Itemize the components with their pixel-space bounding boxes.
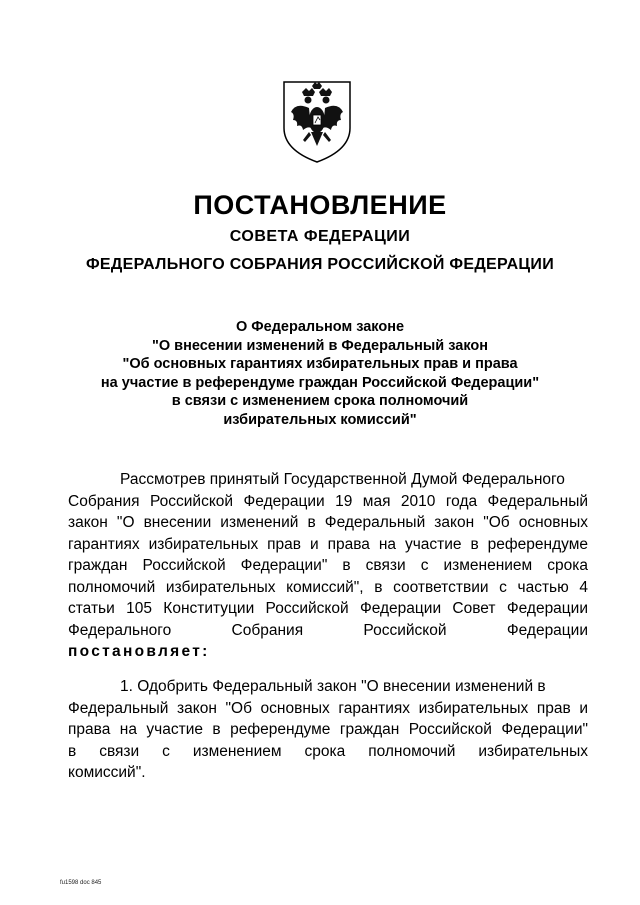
resolution-item-1: [68, 676, 588, 784]
issuer-line-2: ФЕДЕРАЛЬНОГО СОБРАНИЯ РОССИЙСКОЙ ФЕДЕРАЦИИ: [85, 256, 555, 273]
paragraph-line: права на участие в референдуме граждан Российской Федерации": [68, 721, 588, 738]
paragraph-line: Федеральный закон "Об основных гарантиях избирательных прав и: [68, 699, 588, 717]
paragraph-line: комиссий".: [68, 764, 146, 781]
paragraph-line: статьи 105 Конституции Российской Федерации Совет Федерации: [68, 600, 588, 617]
resolution-subject: [60, 318, 580, 429]
issuer-line-1: СОВЕТА ФЕДЕРАЦИИ: [229, 228, 411, 245]
coat-of-arms-icon: [278, 78, 356, 164]
subject-line: "О внесении изменений в Федеральный закон: [152, 337, 488, 354]
paragraph-line: Федерального Собрания Российской Федерации: [68, 621, 588, 639]
paragraph-line: в связи с изменением срока полномочий избирательных: [68, 742, 588, 760]
paragraph-line: гарантиях избирательных прав и права на участие в референдуме: [68, 535, 588, 553]
preamble-paragraph: [68, 469, 588, 663]
subject-line: "Об основных гарантиях избирательных прав и права: [122, 356, 518, 372]
resolves-word: постановляет:: [68, 643, 210, 660]
paragraph-line: полномочий избирательных комиссий", в соответствии с частью 4: [68, 578, 588, 596]
document-type-title: ПОСТАНОВЛЕНИЕ: [193, 190, 447, 220]
file-reference: fu1598 doc 845: [60, 880, 102, 886]
paragraph-line: закон "О внесении изменений в Федеральный закон "Об основных: [68, 514, 588, 531]
paragraph-line: 1. Одобрить Федеральный закон "О внесении изменений в: [120, 678, 546, 695]
subject-line: на участие в референдуме граждан Российской Федерации": [100, 374, 540, 391]
subject-line: избирательных комиссий": [223, 411, 417, 428]
paragraph-line: Собрания Российской Федерации 19 мая 2010 года Федеральный: [68, 492, 588, 510]
paragraph-line: Рассмотрев принятый Государственной Думой Федерального: [120, 471, 565, 488]
paragraph-line: граждан Российской Федерации" в связи с изменением срока: [68, 557, 588, 574]
subject-line: в связи с изменением срока полномочий: [171, 393, 469, 409]
subject-line: О Федеральном законе: [235, 319, 405, 335]
